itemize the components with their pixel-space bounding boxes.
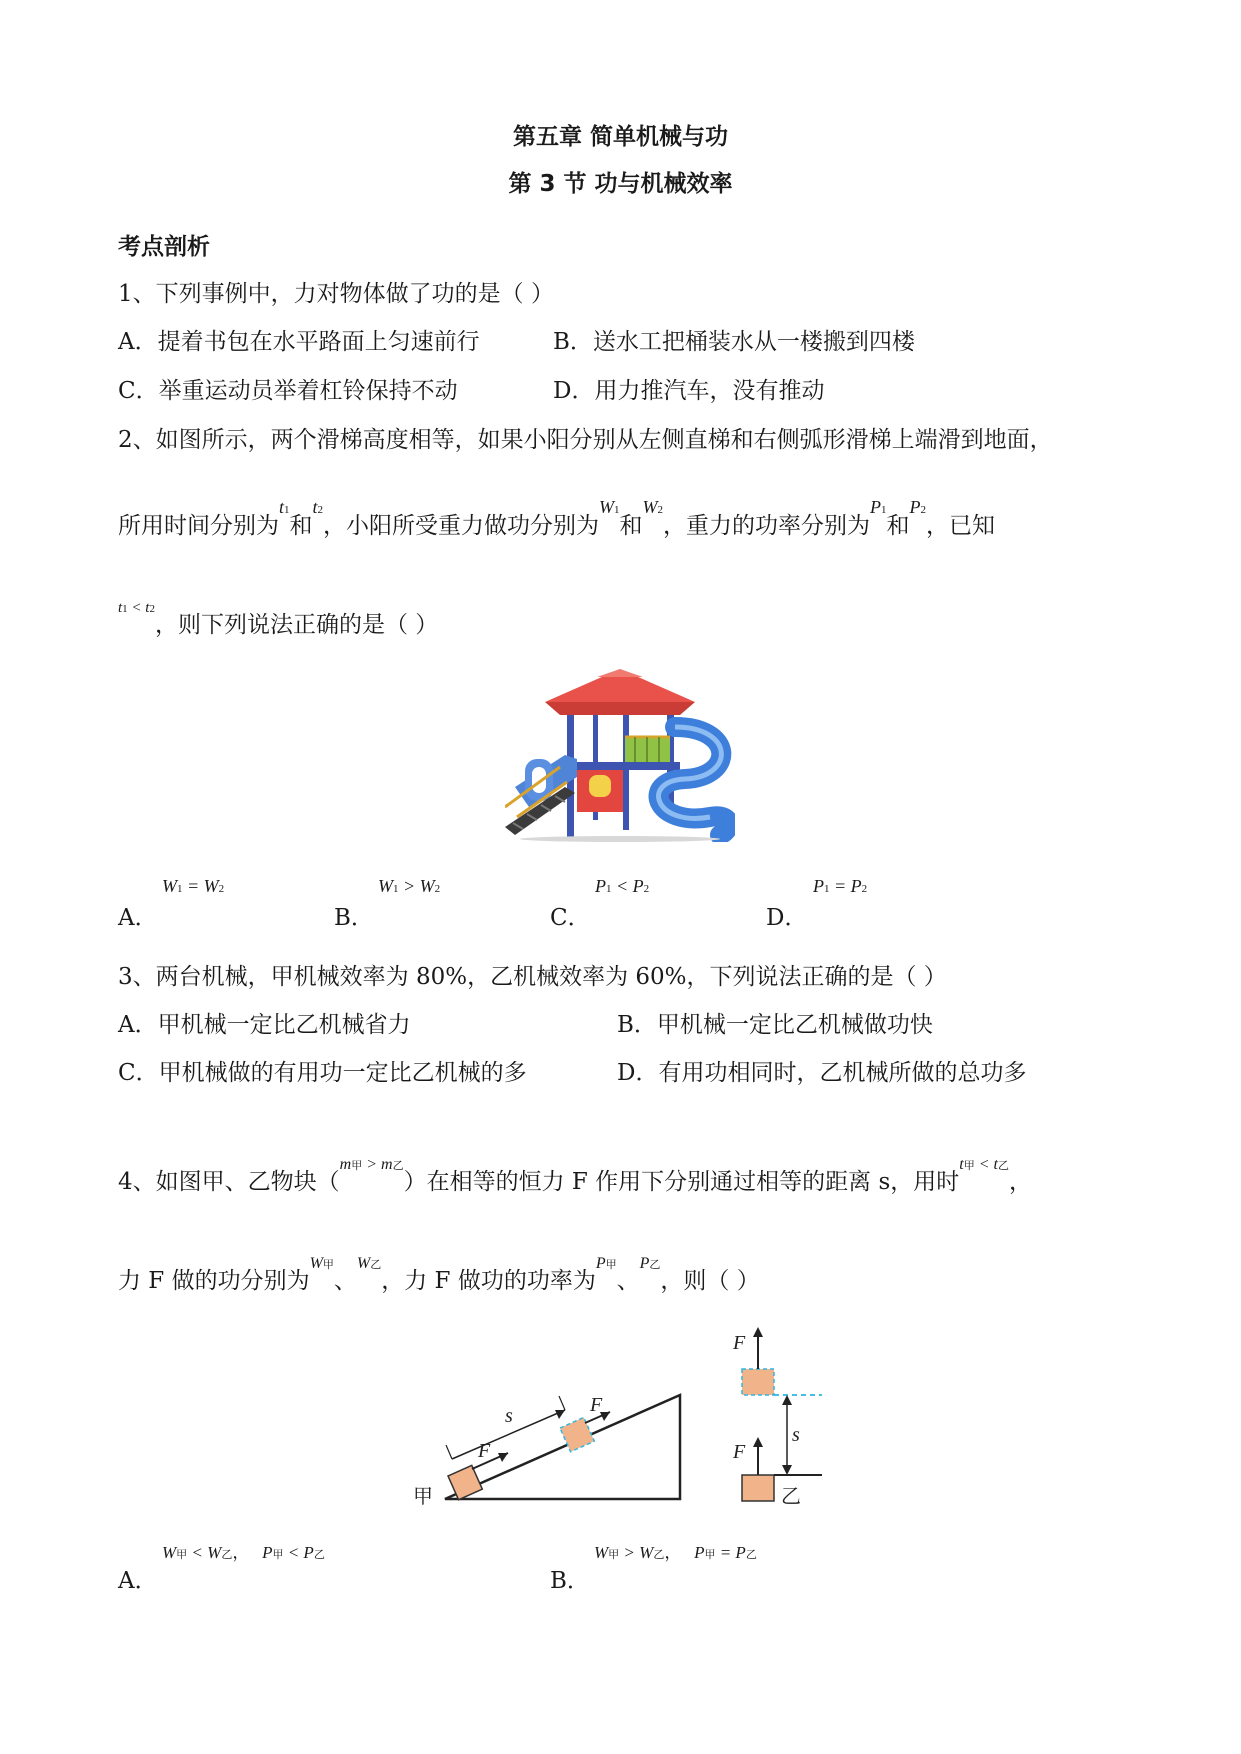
q2-line3: $^{t1 < t2}$，则下列说法正确的是（ ） — [118, 600, 439, 638]
q1-option-b: B．送水工把桶装水从一楼搬到四楼 — [553, 329, 915, 355]
q3-option-d: D．有用功相同时，乙机械所做的总功多 — [617, 1060, 1027, 1086]
q2-option-d-letter: D． — [766, 905, 808, 931]
q3-stem: 3、两台机械，甲机械效率为 80%，乙机械效率为 60%，下列说法正确的是（ ） — [118, 964, 947, 990]
incline-diagram — [410, 1385, 690, 1510]
q3-option-a: A．甲机械一定比乙机械省力 — [118, 1012, 411, 1038]
vertical-lift-diagram — [725, 1325, 835, 1510]
section-title: 第 3 节 功与机械效率 — [508, 171, 733, 197]
q2-option-c-formula: P1 < P2 — [595, 876, 650, 896]
q3-option-c: C．甲机械做的有用功一定比乙机械的多 — [118, 1060, 527, 1086]
q4-option-a-letter: A． — [118, 1568, 158, 1594]
q1-stem: 1、下列事例中，力对物体做了功的是（ ） — [118, 281, 554, 307]
q2-line2: 所用时间分别为$^{t1}$和$^{t2}$，小阳所受重力做功分别为$^{W1}$和$^{W2}$，重力的功率分别为$^{P1}$和$^{P2}$，已知 — [118, 497, 996, 539]
label-yi: 乙 — [781, 1484, 801, 1508]
distance-label-vertical: s — [792, 1424, 800, 1446]
q2-option-a-letter: A． — [118, 905, 158, 931]
q4-option-b: W甲 > W乙， P甲 = P乙 — [594, 1543, 757, 1562]
q2-option-b-formula: W1 > W2 — [378, 876, 441, 896]
q2-line1: 2、如图所示，两个滑梯高度相等，如果小阳分别从左侧直梯和右侧弧形滑梯上端滑到地面， — [118, 427, 1053, 453]
q4-option-a: W甲 < W乙， P甲 < P乙 — [162, 1543, 325, 1562]
q4-option-b-letter: B． — [550, 1568, 590, 1594]
q2-option-c-letter: C． — [550, 905, 591, 931]
q3-option-b: B．甲机械一定比乙机械做功快 — [617, 1012, 933, 1038]
q1-option-a: A．提着书包在水平路面上匀速前行 — [118, 329, 480, 355]
block-yi-start — [742, 1475, 774, 1501]
q2-option-d-formula: P1 = P2 — [813, 876, 868, 896]
q2-option-a-formula: W1 = W2 — [162, 876, 225, 896]
q1-option-d: D．用力推汽车，没有推动 — [553, 378, 825, 404]
chapter-title: 第五章 简单机械与功 — [512, 124, 728, 150]
section-heading: 考点剖析 — [118, 234, 210, 260]
q1-option-c: C．举重运动员举着杠铃保持不动 — [118, 378, 458, 404]
q4-line1: 4、如图甲、乙物块（$^{m甲 > m乙}$）在相等的恒力 F 作用下分别通过相等的距离 s，用时$^{t甲 < t乙}$， — [118, 1156, 1032, 1195]
force-label-incline-end: F — [590, 1394, 603, 1416]
q4-line2: 力 F 做的功分别为$^{W甲}$、$^{W乙}$，力 F 做功的功率为$^{P甲}$、$^{P乙}$，则（ ） — [118, 1255, 760, 1294]
playground-slide-image — [505, 667, 735, 842]
label-jia: 甲 — [413, 1484, 433, 1508]
block-yi-end — [742, 1369, 774, 1395]
distance-label-incline: s — [505, 1405, 513, 1427]
q2-option-b-letter: B． — [334, 905, 374, 931]
force-label-top: F — [733, 1332, 746, 1354]
force-label-incline: F — [478, 1440, 491, 1462]
force-label-bottom: F — [733, 1441, 746, 1463]
